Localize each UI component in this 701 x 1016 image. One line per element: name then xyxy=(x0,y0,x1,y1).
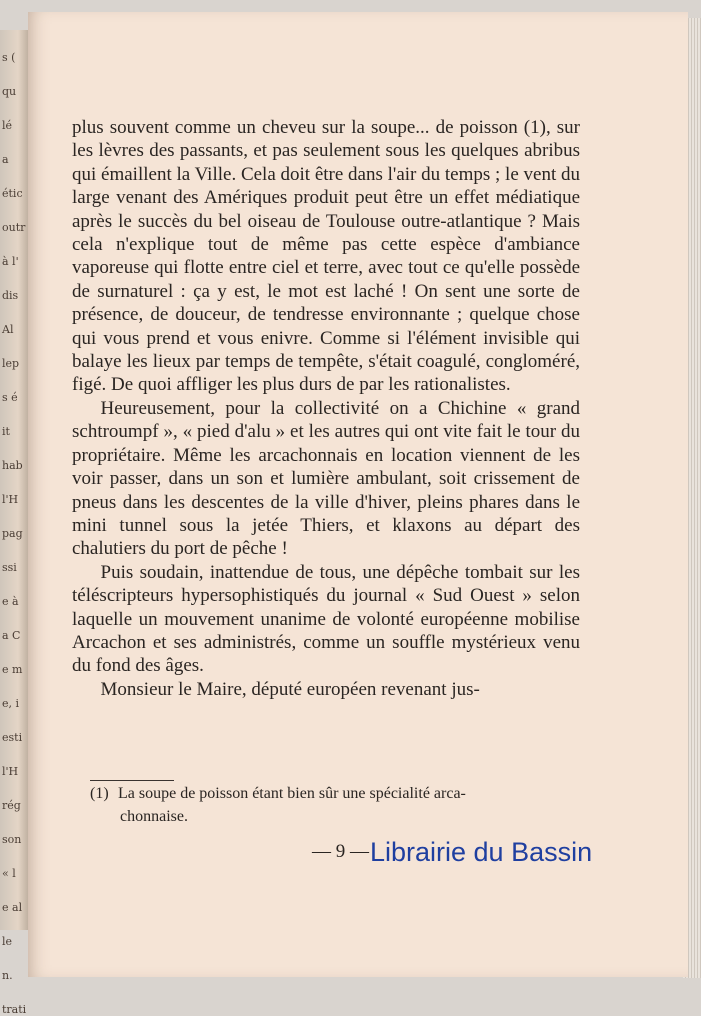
footnote-rule xyxy=(90,780,174,781)
left-page-fragment: e, i xyxy=(2,697,20,710)
left-page-fragment: Al xyxy=(2,323,14,336)
left-page-fragment: l'H xyxy=(2,765,19,778)
left-page-fragment: a C xyxy=(2,629,21,642)
left-page-fragment: ssi xyxy=(2,561,17,574)
paragraph-1: plus souvent comme un cheveu sur la soupe... de poisson (1), sur les lèvres des passants, et pas seulement sous les quelques abribus qui émaillent la Ville. Cela doit être dans l'air du temps ; le vent du large venant des Amériques produit peut être un effet médiatique après le succès du bel oiseau de Toulouse outre-atlantique ? Mais cela n'explique tout de même pas cette espèce d'ambiance vaporeuse qui flotte entre ciel et terre, avec tout ce qu'elle possède de surnaturel : ça y est, le mot est laché ! On sent une sorte de présence, de douceur, de tendresse environnante ; quelque chose qui vous prend et vous enivre. Comme si l'élément invisible qui balaye les lieux par temps de tempête, s'était coagulé, congloméré, figé. De quoi affliger les plus durs de par les rationalistes. xyxy=(72,117,580,396)
left-page-fragment: qu xyxy=(2,85,17,98)
left-page-fragment: e al xyxy=(2,901,23,914)
left-page-fragment: it xyxy=(2,425,10,438)
left-page-edge xyxy=(0,30,30,1016)
left-page-fragment: a xyxy=(2,153,9,166)
footnote-line-1: La soupe de poisson étant bien sûr une spécialité arca- xyxy=(118,785,466,802)
body-text xyxy=(72,116,580,701)
left-page-fragment: dis xyxy=(2,289,19,302)
left-page-fragment: lé xyxy=(2,119,13,132)
left-page-fragment: lep xyxy=(2,357,20,370)
paragraph-2: Heureusement, pour la collectivité on a Chichine « grand schtroumpf », « pied d'alu » et les autres qui ont vite fait le tour du propriétaire. Même les arcachonnais en location viennent de les voir passer, dans un son et lumière ambulant, soit crissement de pneus dans les descentes de la ville d'hiver, pleins phares dans le mini tunnel sous la jetée Thiers, et klaxons au départ des chalutiers du port de pêche ! xyxy=(72,397,580,560)
footnote xyxy=(90,782,580,828)
left-page-fragment: outr xyxy=(2,221,26,234)
footnote-marker: (1) xyxy=(90,785,109,802)
paragraph-4: Monsieur le Maire, député européen revenant jus- xyxy=(100,678,480,700)
left-page-fragment: le xyxy=(2,935,13,948)
left-page-fragment: son xyxy=(2,833,22,846)
left-page-fragment: s ( xyxy=(2,51,16,64)
left-page-fragment: e à xyxy=(2,595,19,608)
page-number: — 9 — xyxy=(312,841,369,862)
left-page-fragment: « l xyxy=(2,867,16,880)
left-page-fragment: rég xyxy=(2,799,21,812)
watermark: Librairie du Bassin xyxy=(370,837,593,867)
left-page-fragment: l'H xyxy=(2,493,19,506)
left-page-fragment: n. xyxy=(2,969,13,982)
left-page-fragment: e m xyxy=(2,663,23,676)
footnote-line-2: chonnaise. xyxy=(120,808,188,825)
left-page-fragment: s é xyxy=(2,391,18,404)
left-page-fragment: hab xyxy=(2,459,23,472)
left-page-fragment: à l' xyxy=(2,255,19,268)
paragraph-3: Puis soudain, inattendue de tous, une dépêche tombait sur les téléscripteurs hypersophistiqués du journal « Sud Ouest » selon laquelle un mouvement unanime de volonté européenne mobilise Arcachon et ses administrés, comme un souffle mystérieux venu du fond des âges. xyxy=(72,561,580,677)
left-page-fragment: trati xyxy=(2,1003,27,1016)
left-page-fragment: pag xyxy=(2,527,23,540)
left-page-fragment: esti xyxy=(2,731,23,744)
left-page-fragment: étic xyxy=(2,187,23,200)
